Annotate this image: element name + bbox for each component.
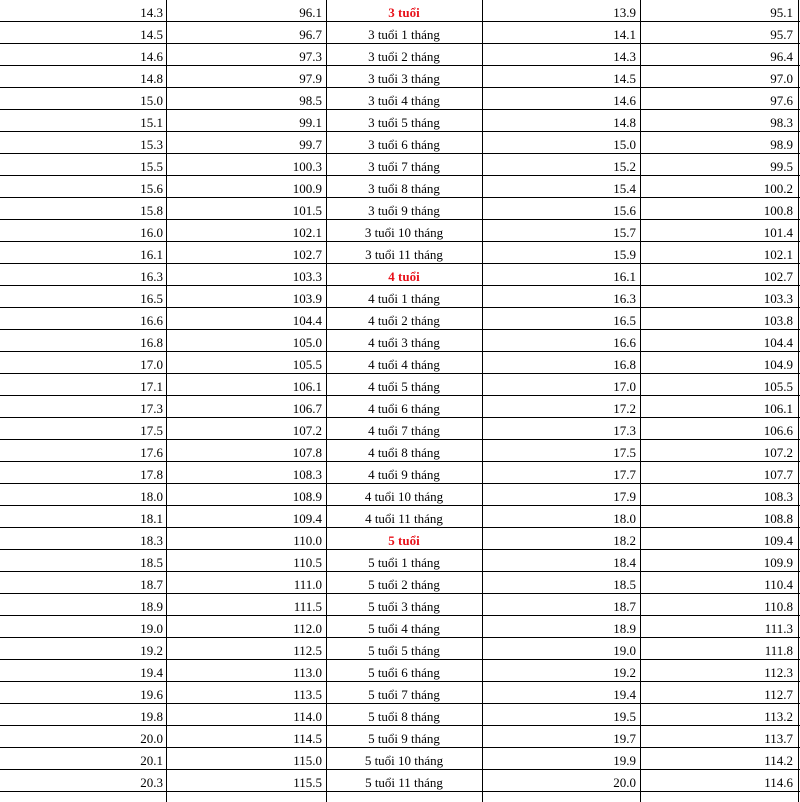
cell-height-girl: 114.0 (293, 709, 322, 724)
cell-weight-boy: 15.9 (613, 247, 636, 262)
cell-age-label: 3 tuổi 10 tháng (364, 225, 444, 240)
cell-height-girl: 108.9 (292, 489, 322, 504)
cell-weight-girl: 14.5 (140, 27, 163, 42)
cell-weight-boy: 19.7 (613, 731, 636, 746)
cell-height-boy: 103.8 (763, 313, 793, 328)
cell-height-boy: 114.2 (764, 753, 793, 768)
cell-height-boy: 105.5 (763, 379, 793, 394)
cell-age-label: 4 tuổi 2 tháng (368, 313, 440, 328)
cell-weight-boy: 20.0 (613, 775, 636, 790)
table-row (0, 638, 800, 660)
cell-weight-boy: 16.6 (613, 335, 636, 350)
table-row (0, 330, 800, 352)
cell-weight-girl: 15.3 (140, 137, 163, 152)
cell-weight-boy: 18.9 (613, 621, 636, 636)
cell-weight-girl: 17.8 (140, 467, 163, 482)
cell-age-label: 3 tuổi 1 tháng (368, 27, 440, 42)
table-row (0, 154, 800, 176)
cell-height-girl: 100.9 (292, 181, 322, 196)
cell-height-boy: 114.6 (764, 775, 793, 790)
column-divider (798, 0, 799, 802)
cell-age-label: 5 tuổi 2 tháng (368, 577, 440, 592)
cell-age-label: 4 tuổi 11 tháng (365, 511, 443, 526)
cell-weight-boy: 17.2 (613, 401, 636, 416)
cell-height-boy: 111.8 (764, 643, 793, 658)
cell-weight-girl: 19.8 (140, 709, 163, 724)
cell-age-label: 3 tuổi 11 tháng (365, 247, 443, 262)
cell-weight-girl: 16.3 (140, 269, 163, 284)
cell-age-label: 5 tuổi 6 tháng (368, 665, 440, 680)
cell-height-boy: 108.8 (763, 511, 793, 526)
table-row (0, 110, 800, 132)
cell-height-girl: 113.0 (293, 665, 322, 680)
cell-age-label: 4 tuổi 5 tháng (368, 379, 440, 394)
cell-height-boy: 101.4 (763, 225, 793, 240)
cell-height-boy: 97.0 (770, 71, 793, 86)
table-row (0, 242, 800, 264)
cell-height-girl: 102.7 (292, 247, 322, 262)
cell-age-label: 4 tuổi 6 tháng (368, 401, 440, 416)
cell-height-boy: 102.1 (763, 247, 793, 262)
cell-height-boy: 98.3 (770, 115, 793, 130)
cell-age-label: 4 tuổi 8 tháng (368, 445, 440, 460)
cell-weight-boy: 17.7 (613, 467, 636, 482)
cell-age-label: 3 tuổi (388, 5, 420, 20)
cell-height-girl: 96.7 (299, 27, 322, 42)
cell-height-boy: 99.5 (770, 159, 793, 174)
table-row (0, 88, 800, 110)
cell-height-girl: 111.5 (293, 599, 322, 614)
cell-weight-boy: 17.9 (613, 489, 636, 504)
cell-weight-girl: 14.6 (140, 49, 163, 64)
cell-weight-boy: 19.2 (613, 665, 636, 680)
cell-weight-boy: 15.2 (613, 159, 636, 174)
cell-age-label: 5 tuổi 3 tháng (368, 599, 440, 614)
table-row (0, 286, 800, 308)
table-row (0, 462, 800, 484)
cell-height-boy: 102.7 (763, 269, 793, 284)
cell-weight-girl: 16.0 (140, 225, 163, 240)
cell-weight-girl: 18.9 (140, 599, 163, 614)
cell-weight-girl: 17.0 (140, 357, 163, 372)
cell-weight-boy: 16.3 (613, 291, 636, 306)
cell-weight-boy: 18.2 (613, 533, 636, 548)
table-row (0, 616, 800, 638)
column-divider (166, 0, 167, 802)
cell-height-girl: 107.2 (292, 423, 322, 438)
cell-weight-boy: 15.7 (613, 225, 636, 240)
cell-weight-girl: 17.6 (140, 445, 163, 460)
cell-age-label: 4 tuổi 10 tháng (364, 489, 444, 504)
cell-weight-girl: 16.5 (140, 291, 163, 306)
cell-height-boy: 108.3 (763, 489, 793, 504)
cell-weight-girl: 14.3 (140, 5, 163, 20)
cell-weight-girl: 15.6 (140, 181, 163, 196)
cell-height-girl: 114.5 (293, 731, 322, 746)
cell-weight-girl: 16.6 (140, 313, 163, 328)
cell-weight-boy: 19.0 (613, 643, 636, 658)
table-row (0, 44, 800, 66)
table-row (0, 418, 800, 440)
cell-age-label: 5 tuổi 7 tháng (368, 687, 440, 702)
cell-weight-girl: 14.8 (140, 71, 163, 86)
cell-weight-girl: 18.7 (140, 577, 163, 592)
cell-age-label: 3 tuổi 3 tháng (368, 71, 440, 86)
table-row (0, 22, 800, 44)
cell-weight-girl: 19.4 (140, 665, 163, 680)
cell-age-label: 3 tuổi 6 tháng (368, 137, 440, 152)
table-row (0, 550, 800, 572)
cell-weight-boy: 18.0 (613, 511, 636, 526)
cell-weight-boy: 17.3 (613, 423, 636, 438)
table-row (0, 220, 800, 242)
cell-weight-girl: 18.0 (140, 489, 163, 504)
cell-height-boy: 95.7 (770, 27, 793, 42)
cell-weight-girl: 20.0 (140, 731, 163, 746)
cell-age-label: 4 tuổi 7 tháng (368, 423, 440, 438)
cell-weight-boy: 16.5 (613, 313, 636, 328)
cell-age-label: 5 tuổi 8 tháng (368, 709, 440, 724)
cell-height-girl: 106.7 (292, 401, 322, 416)
cell-height-boy: 107.2 (763, 445, 793, 460)
cell-height-boy: 113.7 (764, 731, 793, 746)
cell-weight-girl: 17.5 (140, 423, 163, 438)
cell-weight-girl: 20.1 (140, 753, 163, 768)
cell-age-label: 3 tuổi 8 tháng (368, 181, 440, 196)
table-row (0, 528, 800, 550)
table-row (0, 264, 800, 286)
cell-height-boy: 98.9 (770, 137, 793, 152)
cell-height-boy: 112.3 (764, 665, 793, 680)
cell-height-boy: 111.3 (764, 621, 793, 636)
table-row (0, 66, 800, 88)
cell-height-girl: 99.7 (299, 137, 322, 152)
cell-weight-girl: 18.1 (140, 511, 163, 526)
cell-weight-girl: 17.3 (140, 401, 163, 416)
cell-age-label: 5 tuổi 4 tháng (368, 621, 440, 636)
column-divider (640, 0, 641, 802)
cell-height-girl: 111.0 (293, 577, 322, 592)
cell-age-label: 5 tuổi 10 tháng (364, 753, 444, 768)
cell-weight-boy: 17.5 (613, 445, 636, 460)
cell-height-boy: 95.1 (770, 5, 793, 20)
table-row (0, 704, 800, 726)
cell-weight-girl: 16.8 (140, 335, 163, 350)
cell-height-boy: 106.1 (763, 401, 793, 416)
cell-height-girl: 103.3 (292, 269, 322, 284)
cell-weight-girl: 15.0 (140, 93, 163, 108)
cell-age-label: 4 tuổi 4 tháng (368, 357, 440, 372)
cell-weight-girl: 19.0 (140, 621, 163, 636)
table-row (0, 726, 800, 748)
table-row (0, 506, 800, 528)
cell-weight-boy: 17.0 (613, 379, 636, 394)
cell-height-boy: 106.6 (763, 423, 793, 438)
cell-weight-boy: 15.4 (613, 181, 636, 196)
table-row (0, 396, 800, 418)
cell-height-girl: 115.5 (293, 775, 322, 790)
cell-height-girl: 103.9 (292, 291, 322, 306)
cell-height-girl: 102.1 (292, 225, 322, 240)
column-divider (326, 0, 327, 802)
table-row (0, 374, 800, 396)
cell-height-girl: 110.0 (293, 533, 322, 548)
cell-age-label: 3 tuổi 2 tháng (368, 49, 440, 64)
cell-weight-boy: 16.1 (613, 269, 636, 284)
cell-weight-girl: 16.1 (140, 247, 163, 262)
table-row (0, 484, 800, 506)
cell-height-boy: 100.8 (763, 203, 793, 218)
cell-height-boy: 104.4 (763, 335, 793, 350)
table-row (0, 176, 800, 198)
cell-height-boy: 109.4 (763, 533, 793, 548)
cell-height-boy: 112.7 (764, 687, 793, 702)
table-row (0, 748, 800, 770)
cell-height-boy: 96.4 (770, 49, 793, 64)
cell-age-label: 3 tuổi 7 tháng (368, 159, 440, 174)
cell-height-girl: 115.0 (293, 753, 322, 768)
cell-weight-boy: 14.1 (613, 27, 636, 42)
cell-age-label: 4 tuổi 3 tháng (368, 335, 440, 350)
cell-weight-boy: 14.8 (613, 115, 636, 130)
cell-height-girl: 108.3 (292, 467, 322, 482)
table-row (0, 572, 800, 594)
cell-height-girl: 100.3 (292, 159, 322, 174)
cell-age-label: 4 tuổi (388, 269, 420, 284)
cell-weight-boy: 19.5 (613, 709, 636, 724)
cell-height-girl: 101.5 (292, 203, 322, 218)
cell-height-girl: 99.1 (299, 115, 322, 130)
table-row (0, 0, 800, 22)
column-divider (482, 0, 483, 802)
table-row (0, 352, 800, 374)
cell-weight-girl: 18.5 (140, 555, 163, 570)
cell-weight-girl: 15.5 (140, 159, 163, 174)
table-row (0, 198, 800, 220)
cell-age-label: 5 tuổi (388, 533, 420, 548)
table-row (0, 132, 800, 154)
cell-height-boy: 103.3 (763, 291, 793, 306)
cell-height-boy: 107.7 (763, 467, 793, 482)
cell-height-girl: 106.1 (292, 379, 322, 394)
cell-height-boy: 110.4 (764, 577, 793, 592)
table-row (0, 660, 800, 682)
cell-weight-boy: 18.4 (613, 555, 636, 570)
cell-height-girl: 109.4 (292, 511, 322, 526)
cell-age-label: 3 tuổi 5 tháng (368, 115, 440, 130)
cell-height-boy: 110.8 (764, 599, 793, 614)
cell-age-label: 3 tuổi 4 tháng (368, 93, 440, 108)
cell-weight-boy: 14.6 (613, 93, 636, 108)
cell-weight-boy: 18.5 (613, 577, 636, 592)
cell-height-boy: 104.9 (763, 357, 793, 372)
cell-height-girl: 112.0 (293, 621, 322, 636)
cell-height-girl: 112.5 (293, 643, 322, 658)
cell-age-label: 4 tuổi 9 tháng (368, 467, 440, 482)
cell-height-boy: 109.9 (763, 555, 793, 570)
cell-height-girl: 110.5 (293, 555, 322, 570)
table-row (0, 682, 800, 704)
cell-age-label: 3 tuổi 9 tháng (368, 203, 440, 218)
cell-height-girl: 97.3 (299, 49, 322, 64)
cell-weight-girl: 15.8 (140, 203, 163, 218)
table-row (0, 594, 800, 616)
cell-weight-boy: 19.9 (613, 753, 636, 768)
cell-weight-girl: 15.1 (140, 115, 163, 130)
table-row (0, 308, 800, 330)
table-row (0, 440, 800, 462)
cell-age-label: 4 tuổi 1 tháng (368, 291, 440, 306)
cell-height-girl: 105.5 (292, 357, 322, 372)
cell-height-girl: 97.9 (299, 71, 322, 86)
cell-weight-boy: 14.3 (613, 49, 636, 64)
cell-weight-girl: 19.2 (140, 643, 163, 658)
cell-weight-boy: 13.9 (613, 5, 636, 20)
cell-age-label: 5 tuổi 1 tháng (368, 555, 440, 570)
cell-age-label: 5 tuổi 9 tháng (368, 731, 440, 746)
cell-weight-boy: 15.0 (613, 137, 636, 152)
table-row (0, 770, 800, 792)
cell-weight-girl: 20.3 (140, 775, 163, 790)
cell-weight-boy: 14.5 (613, 71, 636, 86)
cell-weight-boy: 19.4 (613, 687, 636, 702)
cell-height-girl: 107.8 (292, 445, 322, 460)
cell-age-label: 5 tuổi 11 tháng (365, 775, 443, 790)
cell-weight-boy: 15.6 (613, 203, 636, 218)
cell-height-girl: 98.5 (299, 93, 322, 108)
cell-height-girl: 113.5 (293, 687, 322, 702)
cell-height-boy: 113.2 (764, 709, 793, 724)
cell-weight-girl: 19.6 (140, 687, 163, 702)
cell-weight-boy: 18.7 (613, 599, 636, 614)
cell-height-boy: 97.6 (770, 93, 793, 108)
cell-weight-boy: 16.8 (613, 357, 636, 372)
cell-height-girl: 105.0 (292, 335, 322, 350)
cell-weight-girl: 18.3 (140, 533, 163, 548)
cell-weight-girl: 17.1 (140, 379, 163, 394)
cell-height-girl: 104.4 (292, 313, 322, 328)
cell-height-boy: 100.2 (763, 181, 793, 196)
cell-height-girl: 96.1 (299, 5, 322, 20)
cell-age-label: 5 tuổi 5 tháng (368, 643, 440, 658)
